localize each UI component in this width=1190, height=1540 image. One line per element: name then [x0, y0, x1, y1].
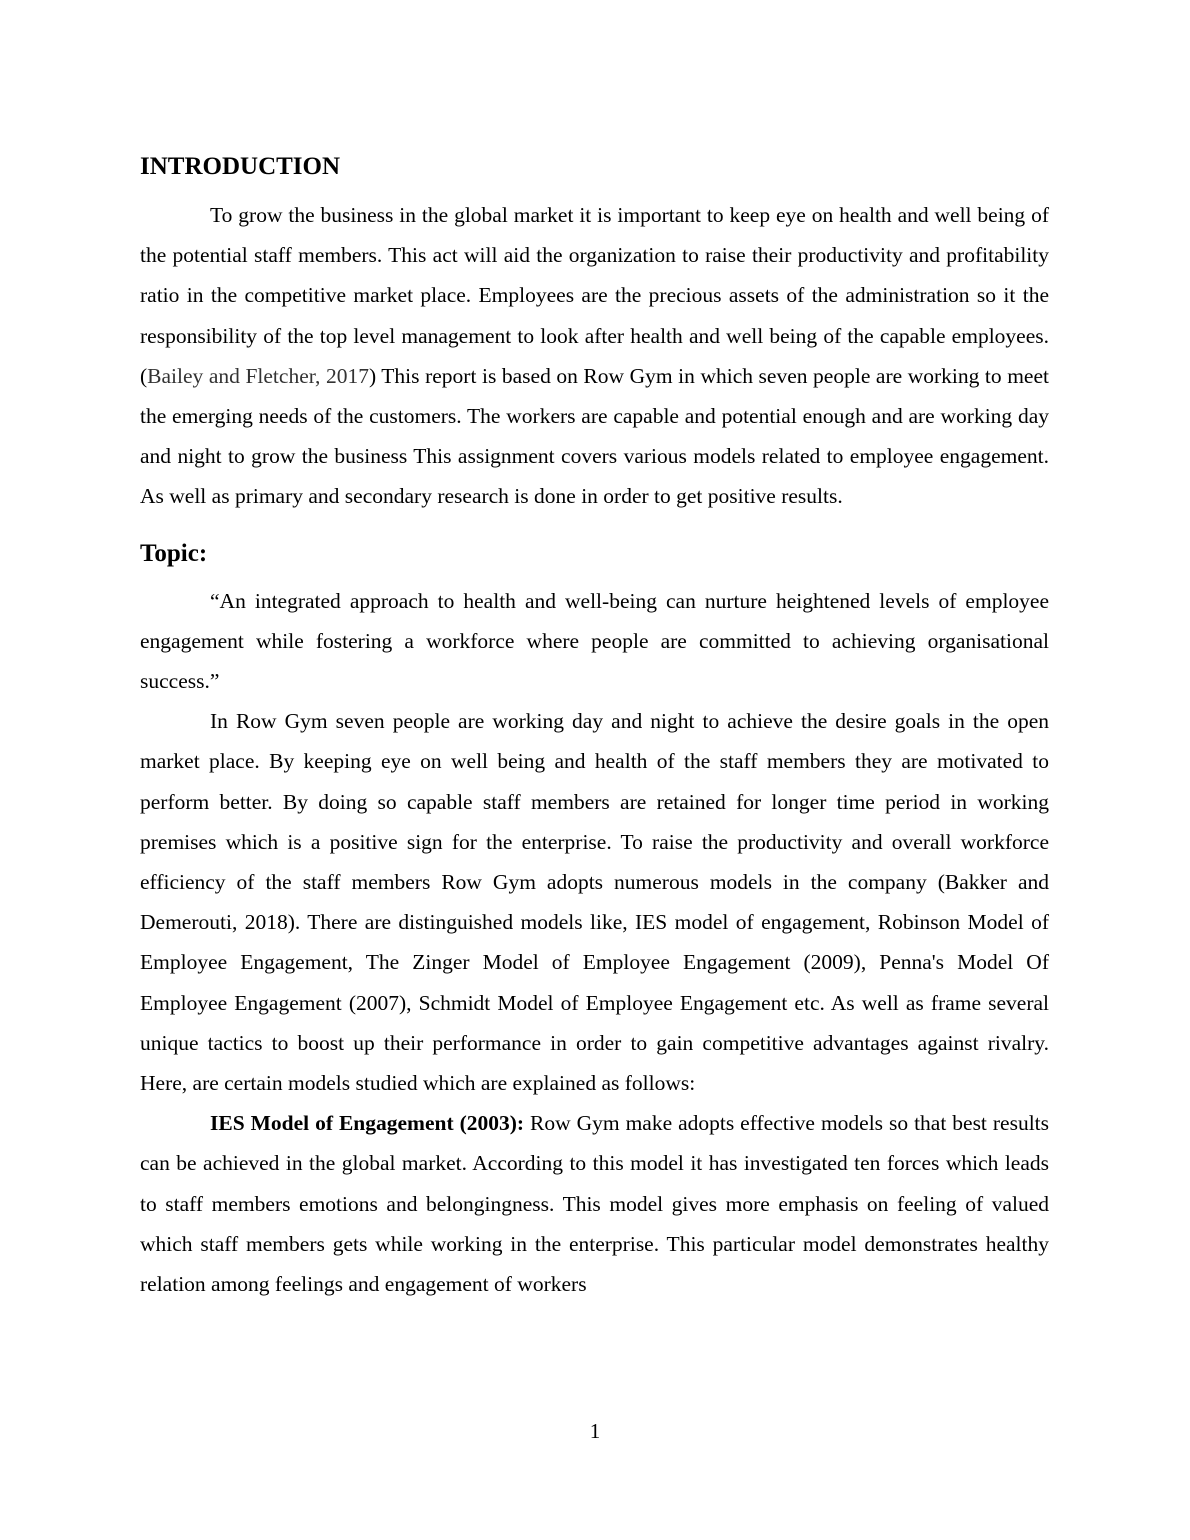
- introduction-paragraph: [140, 195, 1049, 517]
- ies-model-text: Row Gym make adopts effective models so that best results can be achieved in the global market. According to this model it has investigated ten forces which leads to staff members emotions and belongingness. This model gives more emphasis on feeling of valued which staff members gets while working in the enterprise. This particular model demonstrates healthy relation among feelings and engagement of workers: [140, 1111, 1050, 1297]
- row-gym-paragraph: In Row Gym seven people are working day and night to achieve the desire goals in the open market place. By keeping eye on well being and health of the staff members they are motivated to perform better. By doing so capable staff members are retained for longer time period in working premises which is a positive sign for the enterprise. To raise the productivity and overall workforce efficiency of the staff members Row Gym adopts numerous models in the company (Bakker and Demerouti, 2018). There are distinguished models like, IES model of engagement, Robinson Model of Employee Engagement, The Zinger Model of Employee Engagement (2009), Penna's Model Of Employee Engagement (2007), Schmidt Model of Employee Engagement etc. As well as frame several unique tactics to boost up their performance in order to gain competitive advantages against rivalry. Here, are certain models studied which are explained as follows:: [140, 709, 1049, 1096]
- introduction-heading: INTRODUCTION: [140, 153, 341, 180]
- topic-heading: Topic:: [140, 539, 208, 567]
- page-content: [140, 148, 1049, 1304]
- intro-text-part2: ) This report is based on Row Gym in which seven people are working to meet the emerging needs of the customers. The workers are capable and potential enough and are working day and night to grow the business This assignment covers various models related to employee engagement. As well as primary and secondary research is done in order to get positive results.: [140, 363, 1049, 509]
- topic-quote: “An integrated approach to health and well-being can nurture heightened levels of employee engagement while fostering a workforce where people are committed to achieving organisational success.”: [140, 588, 1049, 694]
- ies-model-label: IES Model of Engagement (2003):: [210, 1111, 525, 1136]
- ies-model-paragraph: [140, 1103, 1049, 1304]
- intro-citation: Bailey and Fletcher, 2017: [147, 363, 369, 388]
- page-number: 1: [589, 1419, 601, 1443]
- intro-text-part1: To grow the business in the global market it is important to keep eye on health and well being of the potential staff members. This act will aid the organization to raise their productivity and profitability ratio in the competitive market place. Employees are the precious assets of the administration so it the responsibility of the top level management to look after health and well being of the capable employees. (: [140, 203, 1049, 388]
